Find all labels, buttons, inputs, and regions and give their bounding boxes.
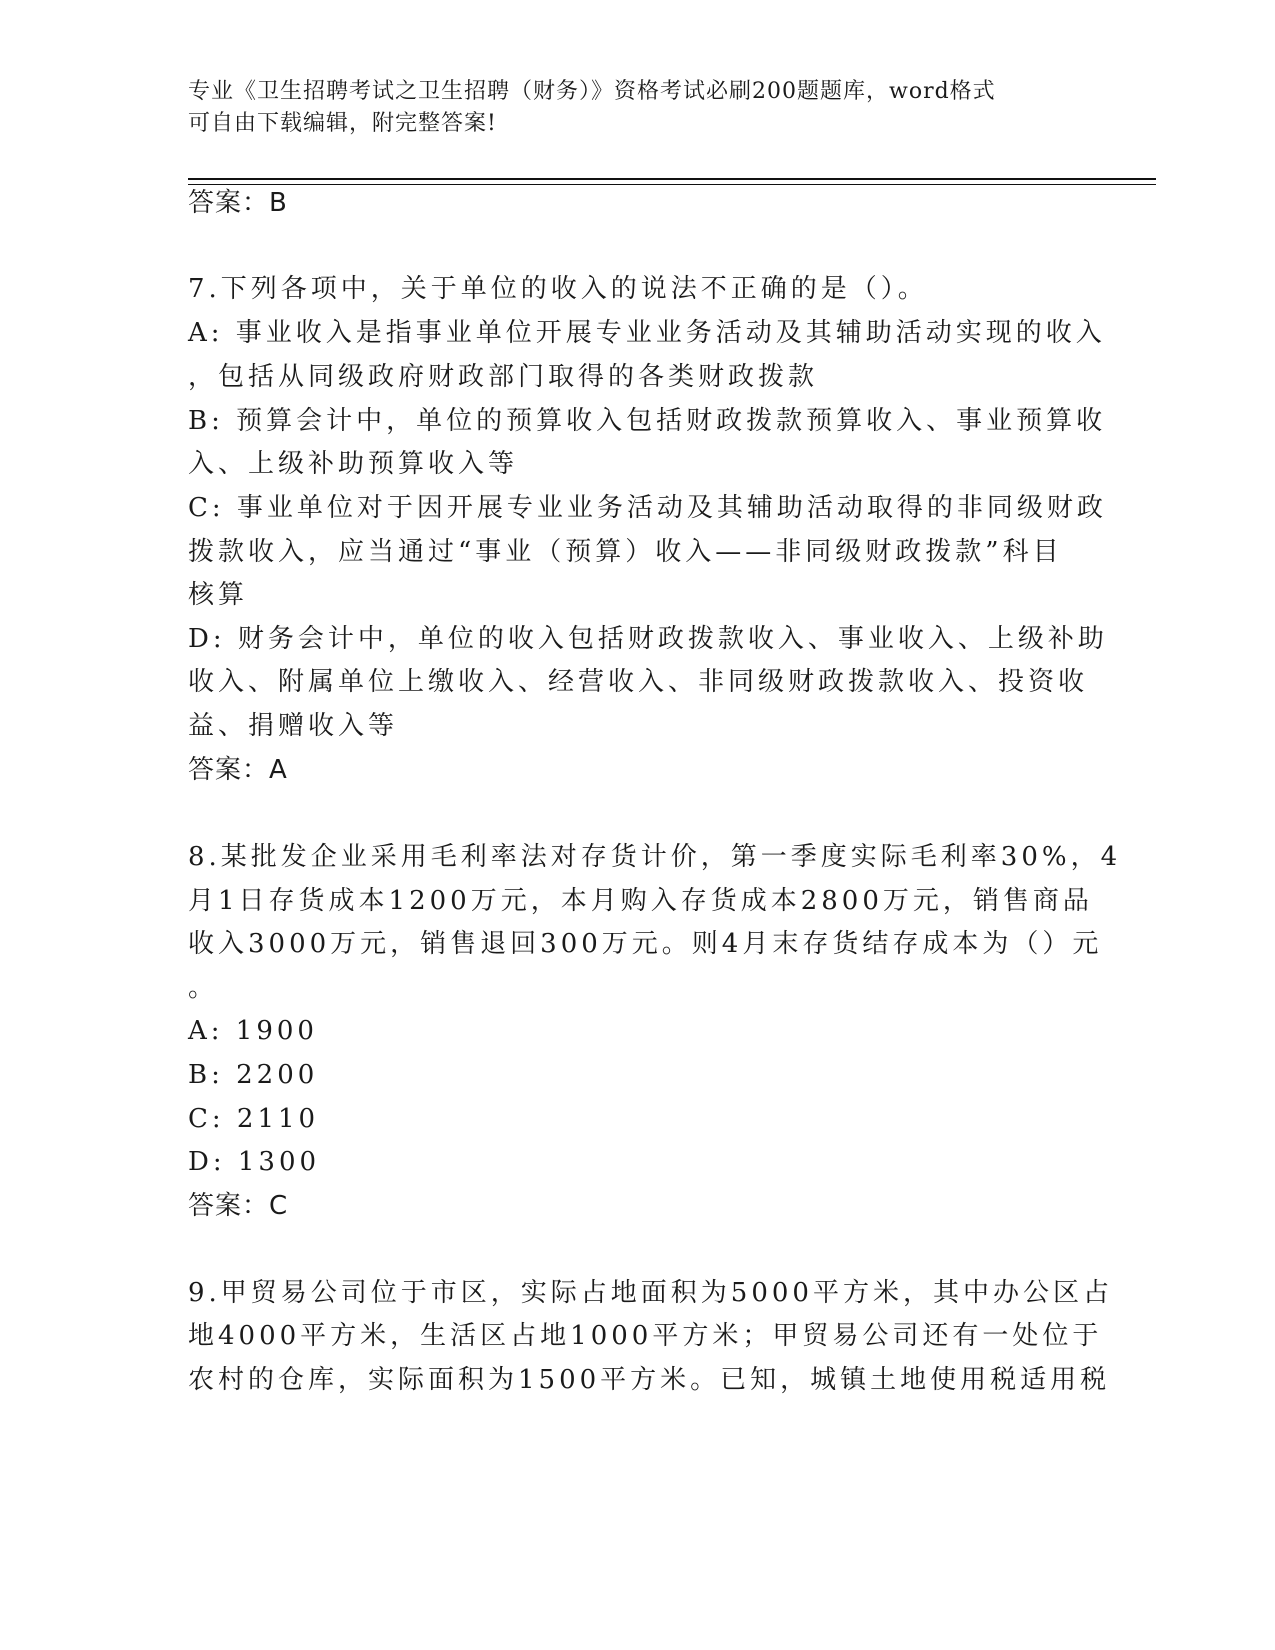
question-8-option-b: B: 2200 <box>188 1060 319 1090</box>
previous-answer: 答案：B <box>188 188 288 218</box>
question-7-option-c-cont2: 核算 <box>188 580 249 610</box>
question-9-stem: 9.甲贸易公司位于市区，实际占地面积为5000平方米，其中办公区占 <box>188 1278 1113 1308</box>
header-divider <box>188 178 1156 180</box>
question-8-answer: 答案：C <box>188 1191 289 1221</box>
question-9-stem-cont2: 农村的仓库，实际面积为1500平方米。已知，城镇土地使用税适用税 <box>188 1365 1111 1395</box>
question-8-option-a: A: 1900 <box>188 1016 318 1046</box>
question-7-option-d-cont2: 益、捐赠收入等 <box>188 711 399 741</box>
question-7-option-b: B: 预算会计中，单位的预算收入包括财政拨款预算收入、事业预算收 <box>188 406 1107 436</box>
question-7-option-a: A: 事业收入是指事业单位开展专业业务活动及其辅助活动实现的收入 <box>188 318 1106 348</box>
question-7-option-a-cont: ，包括从同级政府财政部门取得的各类财政拨款 <box>188 362 819 392</box>
question-7-option-c: C: 事业单位对于因开展专业业务活动及其辅助活动取得的非同级财政 <box>188 493 1107 523</box>
question-7-stem: 7.下列各项中，关于单位的收入的说法不正确的是（）。 <box>188 274 928 304</box>
question-8-option-d: D: 1300 <box>188 1147 321 1177</box>
question-8-stem-cont2: 收入3000万元，销售退回300万元。则4月末存货结存成本为（）元 <box>188 929 1103 959</box>
question-8-stem: 8.某批发企业采用毛利率法对存货计价，第一季度实际毛利率30%，4 <box>188 842 1122 872</box>
question-7-option-c-cont: 拨款收入，应当通过“事业（预算）收入——非同级财政拨款”科目 <box>188 537 1063 567</box>
question-7-option-d: D: 财务会计中，单位的收入包括财政拨款收入、事业收入、上级补助 <box>188 624 1108 654</box>
question-7-option-b-cont: 入、上级补助预算收入等 <box>188 449 519 479</box>
header-title-line2: 可自由下载编辑，附完整答案! <box>188 111 497 136</box>
question-9-stem-cont: 地4000平方米，生活区占地1000平方米；甲贸易公司还有一处位于 <box>188 1321 1103 1351</box>
document-header <box>188 76 1068 140</box>
question-7-answer: 答案：A <box>188 755 288 785</box>
header-title-line1: 专业《卫生招聘考试之卫生招聘（财务）》资格考试必刷200题题库，word格式 <box>188 79 996 104</box>
question-8-stem-cont: 月1日存货成本1200万元，本月购入存货成本2800万元，销售商品 <box>188 886 1093 916</box>
question-8-option-c: C: 2110 <box>188 1104 320 1134</box>
header-divider-thin <box>188 184 1156 185</box>
question-7-option-d-cont: 收入、附属单位上缴收入、经营收入、非同级财政拨款收入、投资收 <box>188 667 1089 697</box>
question-8-stem-cont3: 。 <box>188 973 219 1003</box>
